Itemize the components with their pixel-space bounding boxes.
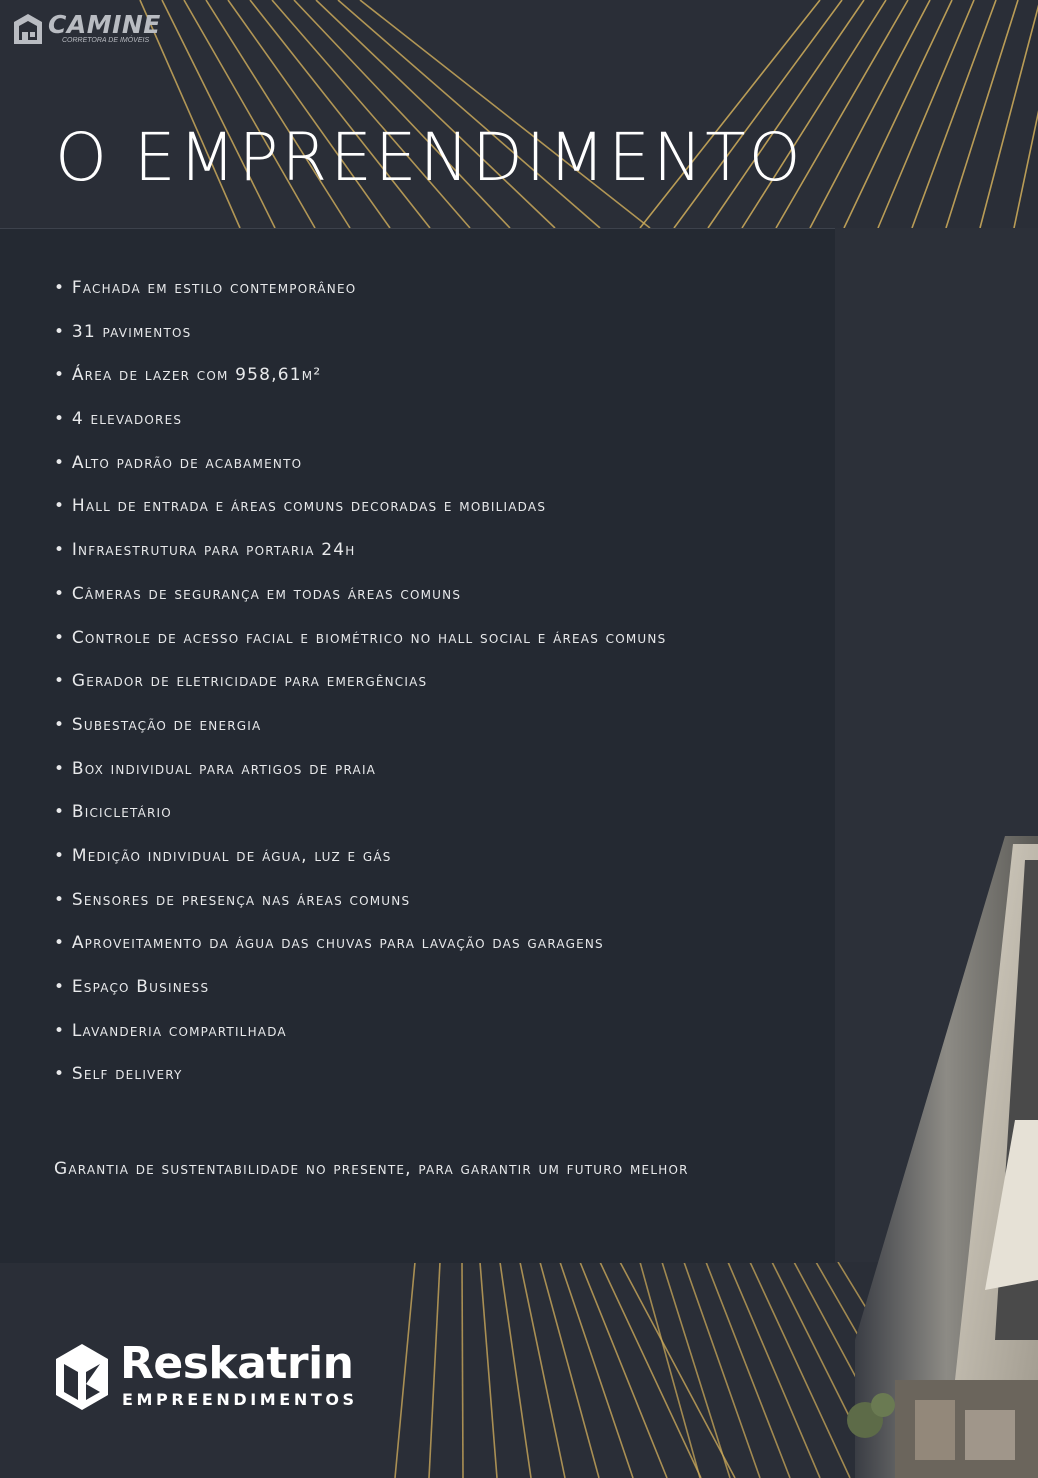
feature-item: • Bicicletário: [54, 798, 666, 842]
feature-item: • Self delivery: [54, 1060, 666, 1104]
feature-item: • 31 pavimentos: [54, 318, 666, 362]
page-title: O EMPREENDIMENTO: [55, 119, 804, 196]
feature-item: • Espaço Business: [54, 973, 666, 1017]
reskatrin-brand-subtitle: EMPREENDIMENTOS: [122, 1390, 358, 1409]
feature-item: • Gerador de eletricidade para emergências: [54, 667, 666, 711]
feature-item: • Alto padrão de acabamento: [54, 449, 666, 493]
feature-item: • Câmeras de segurança em todas áreas comuns: [54, 580, 666, 624]
feature-item: • Lavanderia compartilhada: [54, 1017, 666, 1061]
camine-logo: [12, 10, 172, 50]
reskatrin-cube-icon: [56, 1344, 108, 1410]
feature-item: • 4 elevadores: [54, 405, 666, 449]
sustainability-tagline: Garantia de sustentabilidade no presente, para garantir um futuro melhor: [54, 1159, 689, 1179]
features-list: [54, 274, 666, 1104]
house-icon: [12, 12, 44, 46]
feature-item: • Aproveitamento da água das chuvas para lavação das garagens: [54, 929, 666, 973]
reskatrin-logo: [56, 1338, 386, 1412]
building-illustration: [835, 820, 1038, 1478]
feature-item: • Controle de acesso facial e biométrico no hall social e áreas comuns: [54, 624, 666, 668]
feature-item: • Fachada em estilo contemporâneo: [54, 274, 666, 318]
feature-item: • Hall de entrada e áreas comuns decoradas e mobiliadas: [54, 492, 666, 536]
camine-brand-name: CAMINE: [48, 10, 161, 39]
feature-item: • Subestação de energia: [54, 711, 666, 755]
reskatrin-brand-name: Reskatrin: [120, 1338, 354, 1389]
feature-item: • Infraestrutura para portaria 24h: [54, 536, 666, 580]
feature-item: • Box individual para artigos de praia: [54, 755, 666, 799]
camine-brand-subtitle: CORRETORA DE IMÓVEIS: [62, 37, 150, 44]
feature-item: • Medição individual de água, luz e gás: [54, 842, 666, 886]
feature-item: • Sensores de presença nas áreas comuns: [54, 886, 666, 930]
feature-item: • Área de lazer com 958,61m²: [54, 361, 666, 405]
